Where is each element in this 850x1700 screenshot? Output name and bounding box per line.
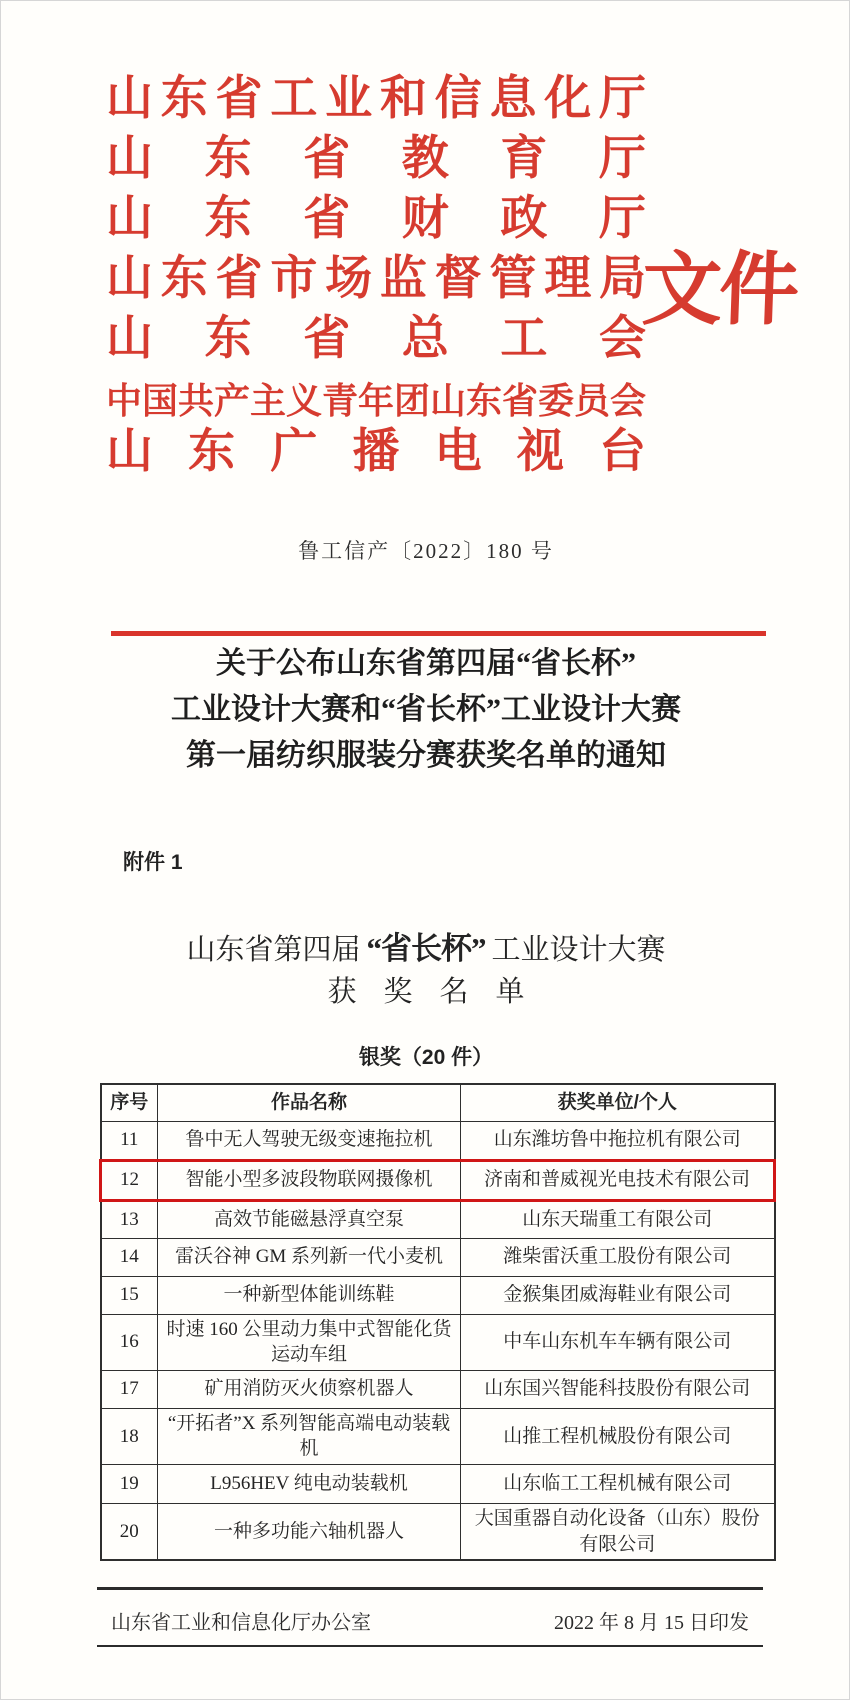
org-cell: 山东潍坊鲁中拖拉机有限公司 xyxy=(461,1121,775,1160)
org-cell: 山东天瑞重工有限公司 xyxy=(461,1200,775,1238)
org-cell: 山东国兴智能科技股份有限公司 xyxy=(461,1370,775,1408)
org-cell: 中车山东机车车辆有限公司 xyxy=(461,1314,775,1370)
print-date: 2022 年 8 月 15 日印发 xyxy=(554,1611,749,1634)
award-list-title-highlight: “省长杯” xyxy=(366,931,486,966)
agency-line: 山东省财政厅 xyxy=(106,193,646,245)
table-row xyxy=(101,1238,775,1276)
agency-line: 中国共产主义青年团山东省委员会 xyxy=(106,381,647,421)
row-index-cell: 17 xyxy=(101,1370,158,1408)
work-name-cell: 雷沃谷神 GM 系列新一代小麦机 xyxy=(158,1238,461,1276)
row-index-cell: 19 xyxy=(101,1465,158,1504)
agency-line: 山东省市场监督管理局 xyxy=(106,253,646,305)
table-row xyxy=(101,1121,775,1160)
work-name-cell: L956HEV 纯电动装载机 xyxy=(158,1465,461,1504)
footer xyxy=(97,1598,763,1642)
col-header-org: 获奖单位/个人 xyxy=(461,1084,775,1121)
document-title-line: 关于公布山东省第四届“省长杯” xyxy=(216,647,636,680)
row-index-cell: 15 xyxy=(101,1276,158,1314)
agency-line: 山东省教育厅 xyxy=(106,133,646,185)
award-list-subtitle: 获奖名单 xyxy=(327,976,552,1008)
attachment-label: 附件 1 xyxy=(123,851,183,874)
row-index-cell: 11 xyxy=(101,1121,158,1160)
row-index-cell: 12 xyxy=(101,1160,158,1200)
work-name-cell: 矿用消防灭火侦察机器人 xyxy=(158,1370,461,1408)
silver-award-heading: 银奖（20 件） xyxy=(358,1046,494,1069)
footer-rule-bottom xyxy=(97,1645,763,1647)
org-cell: 金猴集团威海鞋业有限公司 xyxy=(461,1276,775,1314)
document-mark: 文件 xyxy=(640,247,798,335)
document-title-line: 工业设计大赛和“省长杯”工业设计大赛 xyxy=(171,693,681,726)
award-list-title-prefix: 山东省第四届 xyxy=(186,934,361,966)
work-name-cell: 时速 160 公里动力集中式智能化货运动车组 xyxy=(158,1314,461,1370)
row-index-cell: 18 xyxy=(101,1408,158,1464)
table-row xyxy=(101,1276,775,1314)
org-cell: 山推工程机械股份有限公司 xyxy=(461,1408,775,1464)
org-cell: 潍柴雷沃重工股份有限公司 xyxy=(461,1238,775,1276)
col-header-index: 序号 xyxy=(101,1084,158,1121)
org-cell: 山东临工工程机械有限公司 xyxy=(461,1465,775,1504)
footer-rule-top xyxy=(97,1587,763,1590)
row-index-cell: 16 xyxy=(101,1314,158,1370)
agency-line: 山东广播电视台 xyxy=(106,426,646,478)
award-list-title xyxy=(1,923,850,968)
document-number: 鲁工信产〔2022〕180 号 xyxy=(298,539,554,563)
work-name-cell: 高效节能磁悬浮真空泵 xyxy=(158,1200,461,1238)
table-row xyxy=(101,1408,775,1464)
col-header-work: 作品名称 xyxy=(158,1084,461,1121)
table-row xyxy=(101,1314,775,1370)
row-index-cell: 20 xyxy=(101,1504,158,1561)
org-cell: 济南和普威视光电技术有限公司 xyxy=(461,1160,775,1200)
table-row xyxy=(101,1370,775,1408)
agency-line: 山东省工业和信息化厅 xyxy=(106,73,646,125)
red-separator-rule xyxy=(111,631,766,636)
table-row xyxy=(101,1465,775,1504)
issuing-office: 山东省工业和信息化厅办公室 xyxy=(111,1611,371,1634)
document-title-line: 第一届纺织服装分赛获奖名单的通知 xyxy=(186,739,666,772)
work-name-cell: 鲁中无人驾驶无级变速拖拉机 xyxy=(158,1121,461,1160)
award-list-title-suffix: 工业设计大赛 xyxy=(491,934,666,966)
work-name-cell: 智能小型多波段物联网摄像机 xyxy=(158,1160,461,1200)
row-index-cell: 13 xyxy=(101,1200,158,1238)
table-row xyxy=(101,1200,775,1238)
table-header-row xyxy=(101,1084,775,1121)
org-cell: 大国重器自动化设备（山东）股份有限公司 xyxy=(461,1504,775,1561)
table-row-highlighted xyxy=(101,1160,775,1200)
table-row xyxy=(101,1504,775,1561)
work-name-cell: 一种多功能六轴机器人 xyxy=(158,1504,461,1561)
agency-line: 山东省总工会 xyxy=(106,313,646,365)
document-title xyxy=(1,641,850,779)
row-index-cell: 14 xyxy=(101,1238,158,1276)
work-name-cell: “开拓者”X 系列智能高端电动装载机 xyxy=(158,1408,461,1464)
work-name-cell: 一种新型体能训练鞋 xyxy=(158,1276,461,1314)
awards-table xyxy=(99,1083,776,1561)
